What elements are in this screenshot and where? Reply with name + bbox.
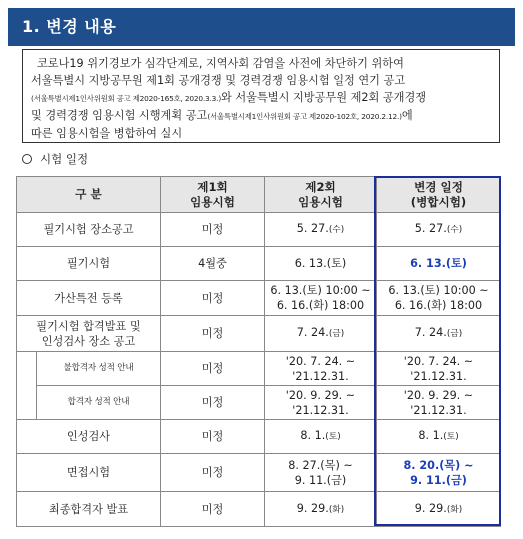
round1-cell: 미정 (161, 386, 265, 420)
changed-cell (377, 213, 501, 247)
round2-day: (수) (328, 225, 345, 235)
notice-box (22, 49, 500, 143)
round2-cell (265, 281, 377, 316)
row-label (17, 316, 161, 352)
round1-cell: 미정 (161, 281, 265, 316)
changed-date: 8. 1. (418, 429, 444, 442)
notice-line-4-text: 및 경력경쟁 임용시험 시행계획 공고 (31, 109, 208, 122)
changed-line2: '21.12.31. (410, 403, 467, 417)
round2-date: 6. 13. (294, 257, 327, 270)
table-header-row (17, 177, 501, 213)
row-label: 인성검사 (17, 420, 161, 454)
round2-cell (265, 454, 377, 492)
round1-cell: 미정 (161, 454, 265, 492)
changed-cell (377, 420, 501, 454)
changed-day: (수) (446, 225, 463, 235)
changed-cell: 6. 13.(토) (377, 247, 501, 281)
table-row (17, 247, 501, 281)
notice-line-3-text: 와 서울특별시 지방공무원 제2회 공개경쟁 (221, 91, 427, 104)
notice-line-4 (31, 107, 491, 125)
changed-date: 9. 29. (414, 501, 447, 515)
round2-cell (265, 213, 377, 247)
row-label-line1: 필기시험 합격발표 및 (36, 319, 141, 333)
row-label: 최종합격자 발표 (17, 492, 161, 527)
changed-line1: '20. 7. 24. ~ (403, 354, 474, 368)
section-title: 1. 변경 내용 (22, 17, 117, 36)
header-round1-line2: 임용시험 (190, 194, 235, 209)
table-row (17, 352, 501, 386)
schedule-subtitle (22, 151, 88, 167)
round2-line1: '20. 7. 24. ~ (285, 354, 356, 368)
schedule-table (16, 176, 501, 527)
header-changed-line1: 변경 일정 (414, 179, 463, 194)
round2-day: (금) (328, 329, 345, 339)
round2-cell (265, 492, 377, 527)
table-row (17, 454, 501, 492)
notice-line-4-end: 에 (401, 109, 413, 122)
round2-cell (265, 247, 377, 281)
round2-date: 7. 24. (296, 326, 329, 339)
header-changed-line2: (병합시험) (410, 194, 467, 209)
round2-cell (265, 386, 377, 420)
header-category: 구 분 (17, 177, 161, 213)
changed-cell (377, 386, 501, 420)
header-round1 (161, 177, 265, 213)
round1-cell: 미정 (161, 213, 265, 247)
round2-day: (토) (326, 257, 347, 270)
notice-line-1: 코로나19 위기경보가 심각단계로, 지역사회 감염을 사전에 차단하기 위하여 (37, 57, 404, 70)
changed-cell (377, 352, 501, 386)
changed-line1: 8. 20.(목) ~ (403, 458, 474, 472)
header-round1-line1: 제1회 (197, 179, 228, 194)
notice-line-3 (31, 89, 491, 107)
header-round2-line1: 제2회 (305, 179, 336, 194)
round2-line1: 6. 13.(토) 10:00 ~ (270, 284, 371, 297)
changed-line1: 6. 13.(토) 10:00 ~ (388, 284, 489, 297)
table-row (17, 281, 501, 316)
round2-date: 5. 27. (296, 222, 329, 235)
sub-row-indent (17, 352, 37, 420)
round2-line2: '21.12.31. (292, 369, 349, 383)
changed-day: (금) (446, 329, 463, 339)
round2-line1: 8. 27.(목) ~ (288, 458, 353, 472)
row-label: 필기시험 장소공고 (17, 213, 161, 247)
table-row (17, 316, 501, 352)
header-round2 (265, 177, 377, 213)
round2-cell (265, 316, 377, 352)
round1-cell: 4월중 (161, 247, 265, 281)
round2-day: (토) (325, 432, 341, 442)
changed-day: (토) (443, 432, 459, 442)
changed-cell (377, 316, 501, 352)
changed-line2: 9. 11.(금) (410, 473, 467, 487)
changed-date: 7. 24. (414, 326, 447, 339)
round2-day: (화) (328, 504, 345, 515)
round1-cell: 미정 (161, 420, 265, 454)
changed-line1: '20. 9. 29. ~ (403, 388, 474, 402)
changed-cell (377, 281, 501, 316)
round2-date: 9. 29. (296, 501, 329, 515)
changed-cell (377, 492, 501, 527)
round1-cell: 미정 (161, 316, 265, 352)
header-round2-line2: 임용시험 (298, 194, 343, 209)
notice-ref-2: (서울특별시제1인사위원회 공고 제2020-102호, 2020.2.12.) (207, 112, 402, 121)
table-row (17, 213, 501, 247)
round2-date: 8. 1. (300, 429, 326, 442)
changed-day: (화) (446, 504, 463, 515)
round2-line1: '20. 9. 29. ~ (285, 388, 356, 402)
round2-cell (265, 352, 377, 386)
circle-bullet-icon (22, 154, 32, 164)
notice-line-5: 따른 임용시험을 병합하여 실시 (31, 127, 183, 140)
row-label: 합격자 성적 안내 (37, 386, 161, 420)
changed-cell (377, 454, 501, 492)
round1-cell: 미정 (161, 492, 265, 527)
row-label: 면접시험 (17, 454, 161, 492)
row-label: 가산특전 등록 (17, 281, 161, 316)
notice-line-2: 서울특별시 지방공무원 제1회 공개경쟁 및 경력경쟁 임용시험 일정 연기 공고 (31, 74, 406, 87)
changed-line2: '21.12.31. (410, 369, 467, 383)
round2-line2: '21.12.31. (292, 403, 349, 417)
subtitle-text: 시험 일정 (40, 152, 89, 166)
round2-line2: 9. 11.(금) (294, 473, 347, 487)
round2-cell (265, 420, 377, 454)
table-row (17, 420, 501, 454)
table-row (17, 386, 501, 420)
table-row (17, 492, 501, 527)
round1-cell: 미정 (161, 352, 265, 386)
row-label-line2: 인성검사 장소 공고 (41, 334, 136, 348)
notice-ref-1: (서울특별시제1인사위원회 공고 제2020-165호, 2020.3.3.) (31, 94, 222, 103)
changed-date: 5. 27. (414, 222, 447, 235)
round2-line2: 6. 16.(화) 18:00 (276, 299, 365, 312)
row-label: 필기시험 (17, 247, 161, 281)
header-changed (377, 177, 501, 213)
row-label: 불합격자 성적 안내 (37, 352, 161, 386)
changed-line2: 6. 16.(화) 18:00 (394, 299, 483, 312)
section-title-bar (8, 8, 515, 46)
